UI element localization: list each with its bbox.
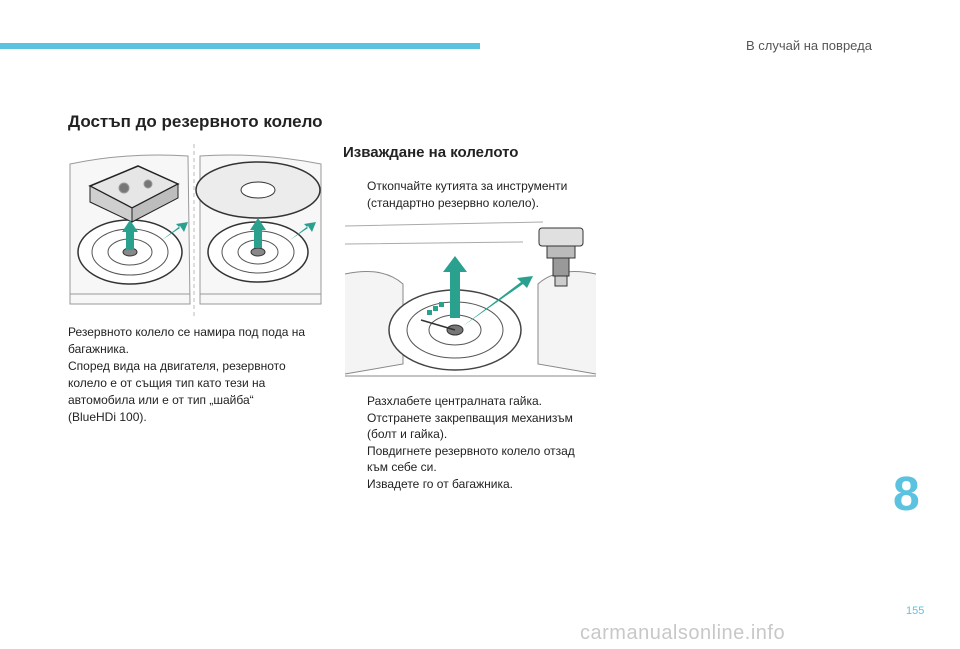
chapter-number: 8 <box>893 468 920 521</box>
step-text-line2: (болт и гайка). <box>367 427 448 441</box>
watermark: carmanualsonline.info <box>580 622 786 644</box>
intro-line: автомобила или е от тип „шайба“ <box>68 393 254 407</box>
step-text-line1: Отстранете закрепващия механизъм <box>367 410 573 425</box>
header-accent-bar <box>0 43 480 49</box>
step-item <box>343 393 613 410</box>
intro-line: Резервното колело се намира под пода на <box>68 325 306 339</box>
wheel-removal-illustration <box>343 214 598 386</box>
step-text-line1: Повдигнете резервното колело отзад <box>367 443 575 458</box>
page-number: 155 <box>906 605 925 617</box>
section-subtitle: Изваждане на колелото <box>343 144 519 161</box>
step-text-line2: (стандартно резервно колело). <box>367 195 539 210</box>
intro-paragraph <box>68 324 305 426</box>
step-text-line2: към себе си. <box>367 460 437 474</box>
intro-line: колело е от същия тип като тези на <box>68 376 266 390</box>
step-item <box>343 476 613 493</box>
steps-list <box>343 393 613 492</box>
intro-line: (BlueHDi 100). <box>68 410 147 424</box>
section-title: В случай на повреда <box>746 38 872 53</box>
step-text-line1: Разхлабете централната гайка. <box>367 394 543 408</box>
spare-wheel-illustration <box>68 144 323 316</box>
first-step <box>343 178 603 211</box>
step-item <box>343 410 613 443</box>
intro-line: багажника. <box>68 342 129 356</box>
step-item <box>343 443 613 476</box>
page-title: Достъп до резервното колело <box>68 112 323 131</box>
step-item <box>343 178 603 211</box>
step-text-line1: Извадете го от багажника. <box>367 476 513 491</box>
intro-line: Според вида на двигателя, резервното <box>68 359 286 373</box>
step-text-line1: Откопчайте кутията за инструменти <box>367 179 568 193</box>
